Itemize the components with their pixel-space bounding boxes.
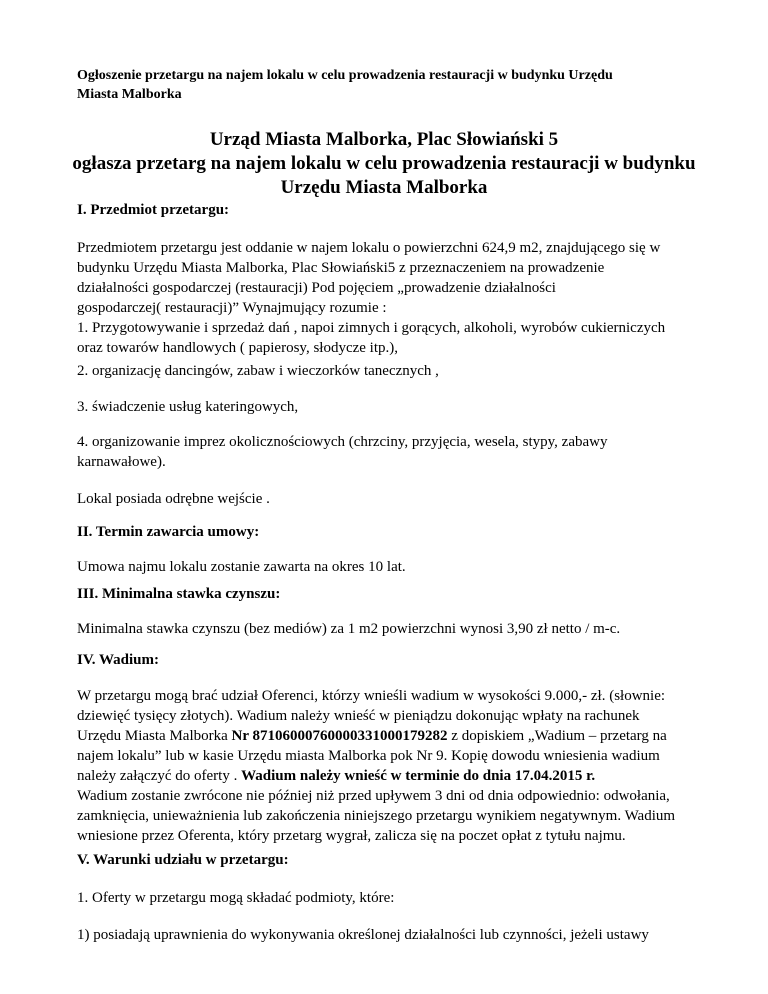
list-item: [77, 318, 697, 358]
paragraph: Lokal posiada odrębne wejście .: [77, 491, 270, 507]
list-item: 1. Oferty w przetargu mogą składać podmioty, które:: [77, 890, 395, 906]
paragraph: Minimalna stawka czynszu (bez mediów) za 1 m2 powierzchni wynosi 3,90 zł netto / m-c.: [77, 621, 621, 637]
text-segment: należy załączyć do oferty .: [77, 768, 242, 784]
list-item: 1) posiadają uprawnienia do wykonywania określonej działalności lub czynności, jeżeli ustawy: [77, 927, 649, 943]
list-item: 2. organizację dancingów, zabaw i wieczorków tanecznych ,: [77, 363, 439, 379]
paragraph: [77, 686, 697, 846]
text-segment: z dopiskiem „Wadium – przetarg na: [447, 728, 667, 744]
text-line: [77, 766, 697, 786]
text-line: [77, 726, 697, 746]
section-heading: I. Przedmiot przetargu:: [77, 202, 230, 218]
header-line: Ogłoszenie przetargu na najem lokalu w celu prowadzenia restauracji w budynku Urzędu: [77, 68, 613, 83]
text-line: 4. organizowanie imprez okolicznościowych (chrzciny, przyjęcia, wesela, stypy, zabawy: [77, 434, 608, 450]
list-item: 3. świadczenie usług kateringowych,: [77, 399, 299, 415]
deposit-deadline: Wadium należy wnieść w terminie do dnia 17.04.2015 r.: [241, 768, 596, 784]
section-heading: IV. Wadium:: [77, 652, 159, 668]
list-item: [77, 432, 697, 472]
title-line: ogłasza przetarg na najem lokalu w celu prowadzenia restauracji w budynku: [72, 153, 696, 174]
text-line: oraz towarów handlowych ( papierosy, słodycze itp.),: [77, 340, 399, 356]
document-title: [70, 128, 698, 200]
text-line: zamknięcia, unieważnienia lub zakończenia niniejszego przetargu wynikiem negatywnym. Wadium: [77, 808, 676, 824]
paragraph: Umowa najmu lokalu zostanie zawarta na okres 10 lat.: [77, 559, 406, 575]
section-heading: III. Minimalna stawka czynszu:: [77, 586, 281, 602]
title-line: Urzędu Miasta Malborka: [280, 177, 488, 198]
paragraph: [77, 238, 697, 318]
text-line: budynku Urzędu Miasta Malborka, Plac Słowiański5 z przeznaczeniem na prowadzenie: [77, 260, 605, 276]
document-header: [77, 66, 697, 104]
text-segment: Urzędu Miasta Malborka: [77, 728, 232, 744]
text-line: gospodarczej( restauracji)” Wynajmujący rozumie :: [77, 300, 387, 316]
text-line: działalności gospodarczej (restauracji) Pod pojęciem „prowadzenie działalności: [77, 280, 556, 296]
text-line: Przedmiotem przetargu jest oddanie w najem lokalu o powierzchni 624,9 m2, znajdującego się w: [77, 240, 661, 256]
text-line: dziewięć tysięcy złotych). Wadium należy wnieść w pieniądzu dokonując wpłaty na rachunek: [77, 708, 640, 724]
text-line: W przetargu mogą brać udział Oferenci, którzy wnieśli wadium w wysokości 9.000,- zł. (słownie:: [77, 688, 666, 704]
section-heading: II. Termin zawarcia umowy:: [77, 524, 260, 540]
text-line: wniesione przez Oferenta, który przetarg wygrał, zalicza się na poczet opłat z tytułu najmu.: [77, 828, 626, 844]
title-line: Urząd Miasta Malborka, Plac Słowiański 5: [209, 129, 559, 150]
header-line: Miasta Malborka: [77, 87, 182, 102]
text-line: karnawałowe).: [77, 454, 166, 470]
text-line: 1. Przygotowywanie i sprzedaż dań , napoi zimnych i gorących, alkoholi, wyrobów cukierniczych: [77, 320, 666, 336]
text-line: najem lokalu” lub w kasie Urzędu miasta Malborka pok Nr 9. Kopię dowodu wniesienia wadium: [77, 748, 660, 764]
text-line: Wadium zostanie zwrócone nie później niż przed upływem 3 dni od dnia odpowiednio: odwołania,: [77, 788, 670, 804]
account-number: Nr 87106000760000331000179282: [231, 728, 448, 744]
section-heading: V. Warunki udziału w przetargu:: [77, 852, 289, 868]
